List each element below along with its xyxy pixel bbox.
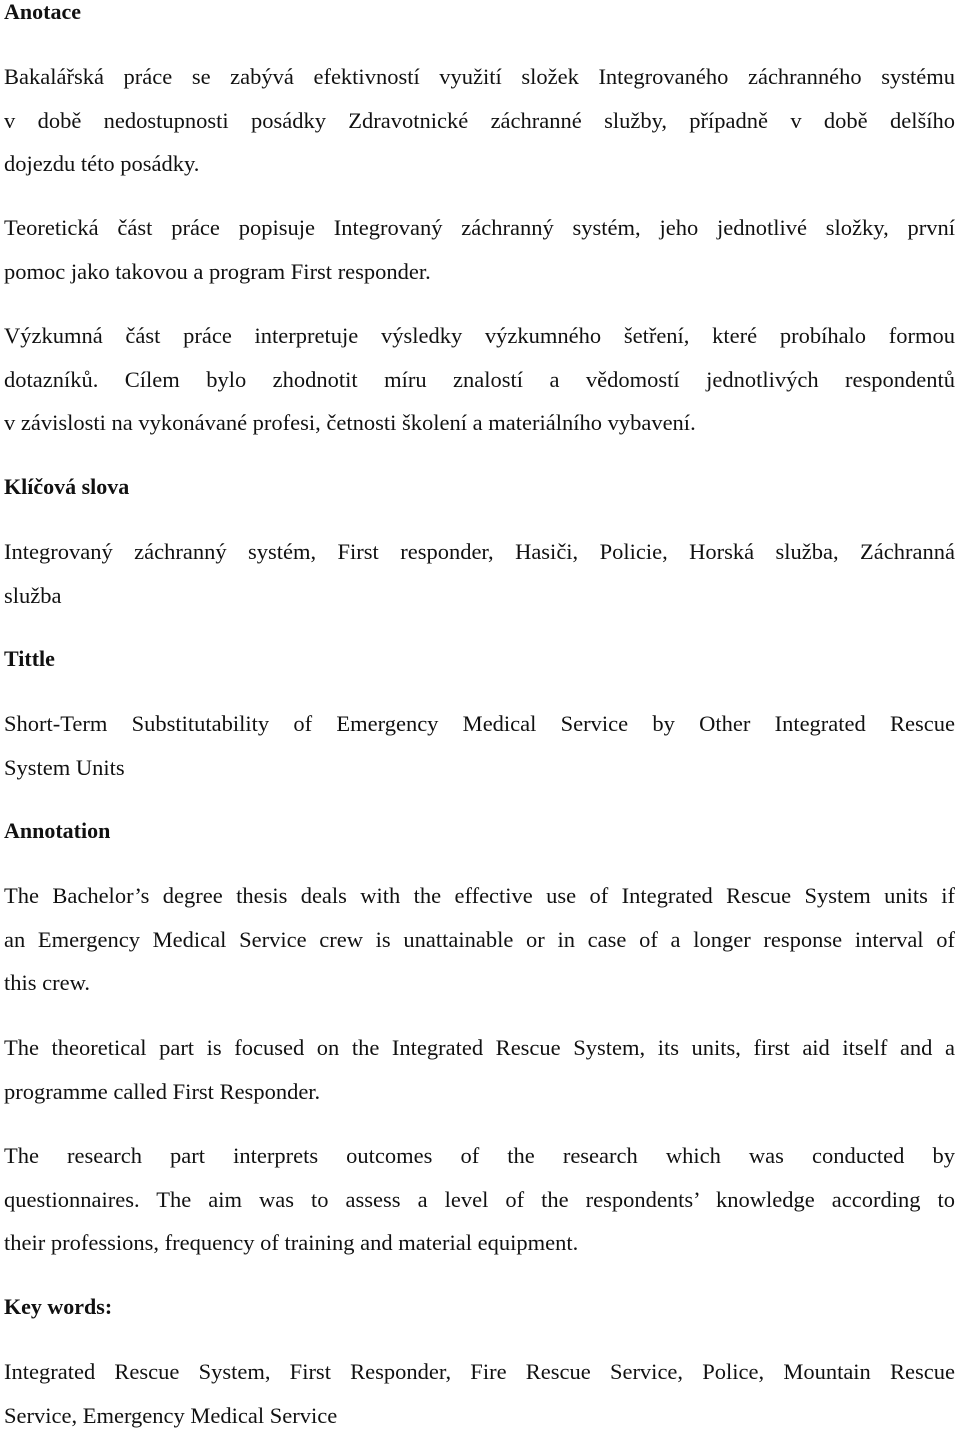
text-line: programme called First Responder. [4, 1070, 955, 1114]
text-line: Service, Emergency Medical Service [4, 1394, 955, 1437]
anotace-paragraph-3 [4, 314, 955, 445]
text-line: dojezdu této posádky. [4, 142, 955, 186]
klicova-slova-text [4, 530, 955, 617]
tittle-text [4, 702, 955, 789]
text-line: Integrovaný záchranný systém, First responder, Hasiči, Policie, Horská služba, Záchranná [4, 530, 955, 574]
heading-tittle: Tittle [4, 648, 55, 670]
text-line: The theoretical part is focused on the Integrated Rescue System, its units, first aid itself and a [4, 1026, 955, 1070]
text-line: Teoretická část práce popisuje Integrovaný záchranný systém, jeho jednotlivé složky, první [4, 206, 955, 250]
text-line: pomoc jako takovou a program First responder. [4, 250, 955, 294]
text-line: questionnaires. The aim was to assess a level of the respondents’ knowledge according to [4, 1178, 955, 1222]
text-line: Integrated Rescue System, First Responder, Fire Rescue Service, Police, Mountain Rescue [4, 1350, 955, 1394]
annotation-paragraph-3 [4, 1134, 955, 1265]
text-line: an Emergency Medical Service crew is unattainable or in case of a longer response interval of [4, 918, 955, 962]
text-line: this crew. [4, 961, 955, 1005]
text-line: System Units [4, 746, 955, 790]
text-line: v závislosti na vykonávané profesi, četnosti školení a materiálního vybavení. [4, 401, 955, 445]
text-line: dotazníků. Cílem bylo zhodnotit míru znalostí a vědomostí jednotlivých respondentů [4, 358, 955, 402]
heading-klicova-slova: Klíčová slova [4, 476, 129, 498]
heading-annotation: Annotation [4, 820, 110, 842]
text-line: v době nedostupnosti posádky Zdravotnické záchranné služby, případně v době delšího [4, 99, 955, 143]
heading-key-words: Key words: [4, 1296, 112, 1318]
text-line: The Bachelor’s degree thesis deals with the effective use of Integrated Rescue System units if [4, 874, 955, 918]
annotation-paragraph-1 [4, 874, 955, 1005]
text-line: Short-Term Substitutability of Emergency Medical Service by Other Integrated Rescue [4, 702, 955, 746]
key-words-text [4, 1350, 955, 1437]
text-line: their professions, frequency of training and material equipment. [4, 1221, 955, 1265]
anotace-paragraph-1 [4, 55, 955, 186]
text-line: Bakalářská práce se zabývá efektivností využití složek Integrovaného záchranného systému [4, 55, 955, 99]
text-line: Výzkumná část práce interpretuje výsledky výzkumného šetření, které probíhalo formou [4, 314, 955, 358]
text-line: služba [4, 574, 955, 618]
text-line: The research part interprets outcomes of the research which was conducted by [4, 1134, 955, 1178]
annotation-paragraph-2 [4, 1026, 955, 1113]
anotace-paragraph-2 [4, 206, 955, 293]
heading-anotace: Anotace [4, 1, 81, 23]
